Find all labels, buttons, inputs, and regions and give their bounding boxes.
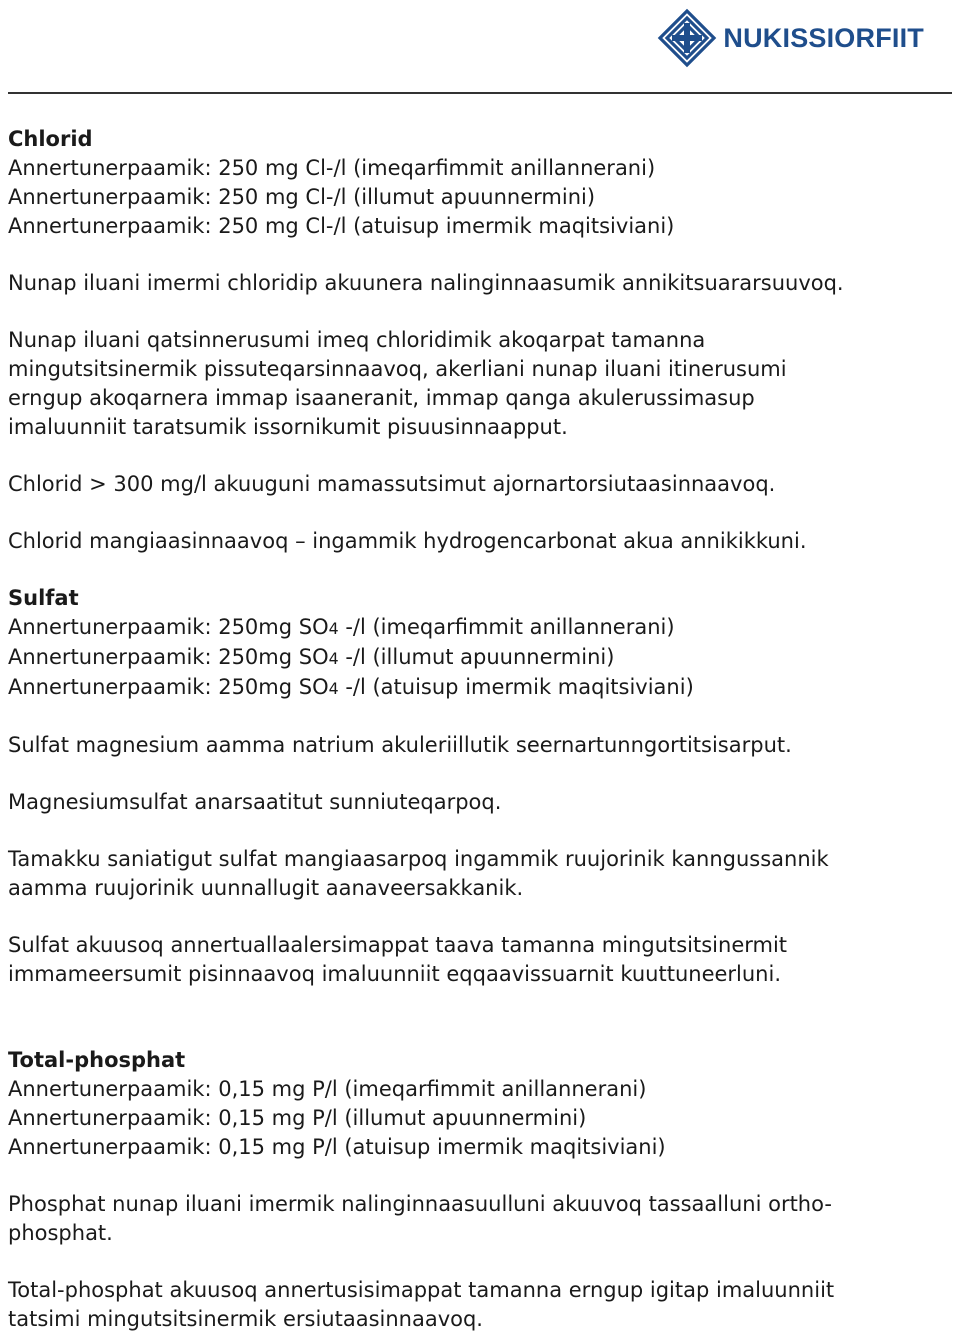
sulfat-paragraph-4: [8, 931, 952, 989]
logo-text: NUKISSIORFIIT: [723, 22, 924, 53]
sulfat-paragraph-3: [8, 845, 952, 903]
text-line: imaluunniit taratsumik issornikumit pisuusinnaapput.: [8, 415, 568, 439]
sulfat-paragraph-2: Magnesiumsulfat anarsaatitut sunniuteqarpoq.: [8, 790, 502, 814]
phosphat-paragraph-1: [8, 1190, 952, 1248]
text-line: mingutsitsinermik pissuteqarsinnaavoq, akerliani nunap iluani itinerusumi: [8, 357, 787, 381]
text-line: Phosphat nunap iluani imermik nalinginnaasuulluni akuuvoq tassaalluni ortho-: [8, 1192, 832, 1216]
chlorid-paragraph-2: [8, 326, 952, 442]
limit-prefix: Annertunerpaamik: 250mg SO: [8, 675, 329, 699]
chlorid-limit-2: Annertunerpaamik: 250 mg Cl-/l (illumut apuunnermini): [8, 185, 596, 209]
limit-suffix: -/l (atuisup imermik maqitsiviani): [338, 675, 694, 699]
limit-subscript: 4: [328, 619, 339, 638]
chlorid-paragraph-1: Nunap iluani imermi chloridip akuunera nalinginnaasumik annikitsuararsuuvoq.: [8, 271, 844, 295]
text-line: Total-phosphat akuusoq annertusisimappat tamanna erngup igitap imaluunniit: [8, 1278, 835, 1302]
limit-subscript: 4: [328, 649, 339, 668]
sulfat-heading: Sulfat: [8, 586, 79, 610]
phosphat-limit-2: Annertunerpaamik: 0,15 mg P/l (illumut apuunnermini): [8, 1106, 587, 1130]
nukissiorfiit-emblem-icon: [657, 8, 717, 68]
limit-prefix: Annertunerpaamik: 250mg SO: [8, 645, 329, 669]
chlorid-paragraph-4: Chlorid mangiaasinnaavoq – ingammik hydrogencarbonat akua annikikkuni.: [8, 529, 807, 553]
phosphat-paragraph-2: [8, 1276, 952, 1334]
text-line: erngup akoqarnera immap isaaneranit, immap qanga akulerussimasup: [8, 386, 755, 410]
sulfat-limit-3: [8, 673, 952, 703]
text-line: immameersumit pisinnaavoq imaluunniit eqqaavissuarnit kuuttuneerluni.: [8, 962, 782, 986]
limit-suffix: -/l (imeqarfimmit anillannerani): [338, 615, 675, 639]
phosphat-limit-3: Annertunerpaamik: 0,15 mg P/l (atuisup imermik maqitsiviani): [8, 1135, 666, 1159]
text-line: Sulfat akuusoq annertuallaalersimappat taava tamanna mingutsitsinermit: [8, 933, 788, 957]
limit-suffix: -/l (illumut apuunnermini): [338, 645, 615, 669]
header-divider: [8, 92, 952, 94]
text-line: Tamakku saniatigut sulfat mangiaasarpoq ingammik ruujorinik kanngussannik: [8, 847, 829, 871]
sulfat-paragraph-1: Sulfat magnesium aamma natrium akuleriillutik seernartunngortitsisarput.: [8, 733, 792, 757]
sulfat-section: [8, 584, 952, 989]
phosphat-section: [8, 1046, 952, 1334]
text-line: phosphat.: [8, 1221, 113, 1245]
document-body: [8, 125, 952, 1334]
chlorid-section: [8, 125, 952, 556]
sulfat-limit-1: [8, 613, 952, 643]
text-line: aamma ruujorinik uunnallugit aanaveersakkanik.: [8, 876, 524, 900]
chlorid-heading: Chlorid: [8, 127, 93, 151]
limit-subscript: 4: [328, 679, 339, 698]
limit-prefix: Annertunerpaamik: 250mg SO: [8, 615, 329, 639]
phosphat-limit-1: Annertunerpaamik: 0,15 mg P/l (imeqarfimmit anillannerani): [8, 1077, 647, 1101]
chlorid-limit-3: Annertunerpaamik: 250 mg Cl-/l (atuisup imermik maqitsiviani): [8, 214, 675, 238]
chlorid-paragraph-3: Chlorid > 300 mg/l akuuguni mamassutsimut ajornartorsiutaasinnaavoq.: [8, 472, 776, 496]
text-line: Nunap iluani qatsinnerusumi imeq chloridimik akoqarpat tamanna: [8, 328, 706, 352]
nukissiorfiit-logo: [657, 8, 924, 68]
phosphat-heading: Total-phosphat: [8, 1048, 186, 1072]
text-line: tatsimi mingutsitsinermik ersiutaasinnaavoq.: [8, 1307, 483, 1331]
chlorid-limit-1: Annertunerpaamik: 250 mg Cl-/l (imeqarfimmit anillannerani): [8, 156, 656, 180]
sulfat-limit-2: [8, 643, 952, 673]
page-header: [0, 0, 960, 96]
